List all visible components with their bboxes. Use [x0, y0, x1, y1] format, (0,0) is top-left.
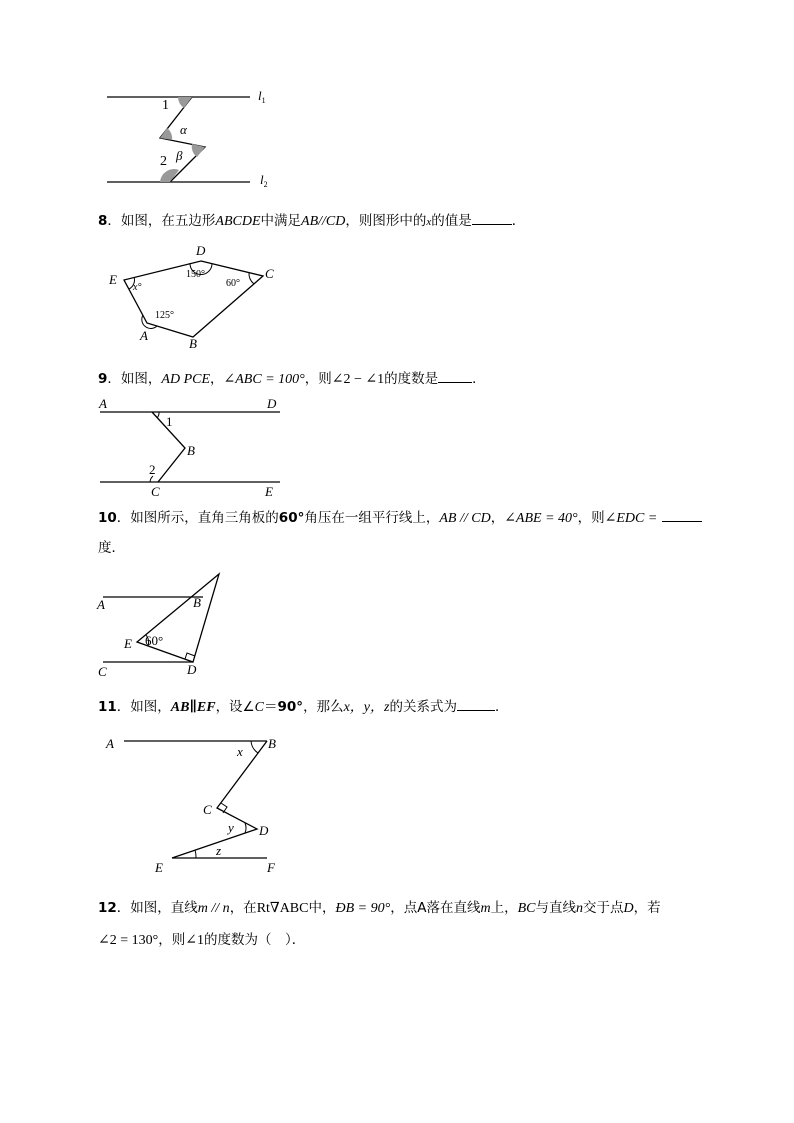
question-10: 10．如图所示，直角三角板的60°角压在一组平行线上，AB // CD，∠ABE = 40°，则∠EDC =	[98, 507, 702, 529]
label-C: C	[151, 484, 160, 499]
label-C: C	[98, 664, 107, 679]
triangle-ruler	[137, 574, 219, 662]
label-B: B	[187, 443, 195, 458]
answer-blank[interactable]	[662, 507, 702, 522]
arc-x	[251, 741, 258, 753]
angle-E-value: x°	[133, 282, 142, 293]
figure-q9	[95, 395, 295, 500]
label-l1: $l_1$	[258, 88, 266, 105]
figure-q10	[95, 570, 235, 680]
label-B: B	[189, 336, 197, 351]
label-alpha: α	[180, 122, 187, 137]
label-l2: $l_2$	[260, 172, 268, 189]
label-z: z	[216, 843, 222, 858]
angle-1-shade	[178, 97, 192, 108]
label-B: B	[193, 595, 201, 610]
arc-y	[245, 823, 246, 833]
figure-q8	[100, 240, 300, 352]
label-D: D	[267, 396, 277, 411]
angle-alpha-shade	[160, 128, 172, 140]
figure-q7	[100, 80, 290, 195]
question-12: 12．如图，直线m // n，在Rt∇ABC中，ÐB = 90°，点A落在直线m上，BC与直线n交于点D，若	[98, 900, 661, 916]
label-E: E	[155, 860, 163, 875]
angle-D-value: 150°	[186, 269, 205, 280]
answer-blank[interactable]	[457, 696, 495, 711]
label-A: A	[140, 328, 148, 343]
label-A: A	[99, 396, 107, 411]
label-1: 1	[162, 98, 169, 113]
label-D: D	[259, 823, 269, 838]
label-x: x	[237, 744, 243, 759]
answer-blank[interactable]	[438, 368, 472, 383]
label-D: D	[187, 662, 197, 677]
label-C: C	[265, 266, 274, 281]
angle-60: 60°	[145, 633, 164, 648]
question-number: 10	[98, 510, 117, 526]
label-E: E	[265, 484, 273, 499]
question-number: 11	[98, 699, 117, 715]
arc-1	[157, 412, 159, 418]
label-E: E	[124, 636, 132, 651]
label-F: F	[267, 860, 275, 875]
question-number: 12	[98, 900, 117, 916]
label-B: B	[268, 736, 276, 751]
angle-C-value: 60°	[226, 278, 240, 289]
label-C: C	[203, 802, 212, 817]
right-angle-C	[221, 803, 227, 813]
question-number: 9	[98, 371, 108, 387]
question-8: 8．如图，在五边形ABCDE中满足AB//CD，则图形中的x的值是 ．	[98, 210, 525, 232]
figure-q11	[100, 728, 300, 878]
question-12-line-2: ∠2 = 130°，则∠1的度数为（ ）．	[98, 932, 306, 948]
label-A: A	[97, 597, 105, 612]
question-9: 9．如图，AD PCE，∠ABC = 100°，则∠2 − ∠1的度数是 ．	[98, 368, 486, 390]
label-y: y	[228, 820, 234, 835]
answer-blank[interactable]	[472, 210, 512, 225]
label-2: 2	[149, 462, 156, 477]
label-A: A	[106, 736, 114, 751]
angle-A-value: 125°	[155, 310, 174, 321]
question-10-line-2: 度．	[98, 540, 125, 556]
question-11: 11．如图，AB∥EF，设∠C＝90°，那么x，y，z的关系式为 ．	[98, 696, 508, 718]
zigzag	[172, 741, 267, 858]
label-1: 1	[166, 414, 173, 429]
question-number: 8	[98, 213, 108, 229]
label-E: E	[109, 272, 117, 287]
label-2: 2	[160, 154, 167, 169]
label-beta: β	[176, 148, 183, 163]
arc-z	[195, 850, 196, 858]
label-D: D	[196, 243, 206, 258]
